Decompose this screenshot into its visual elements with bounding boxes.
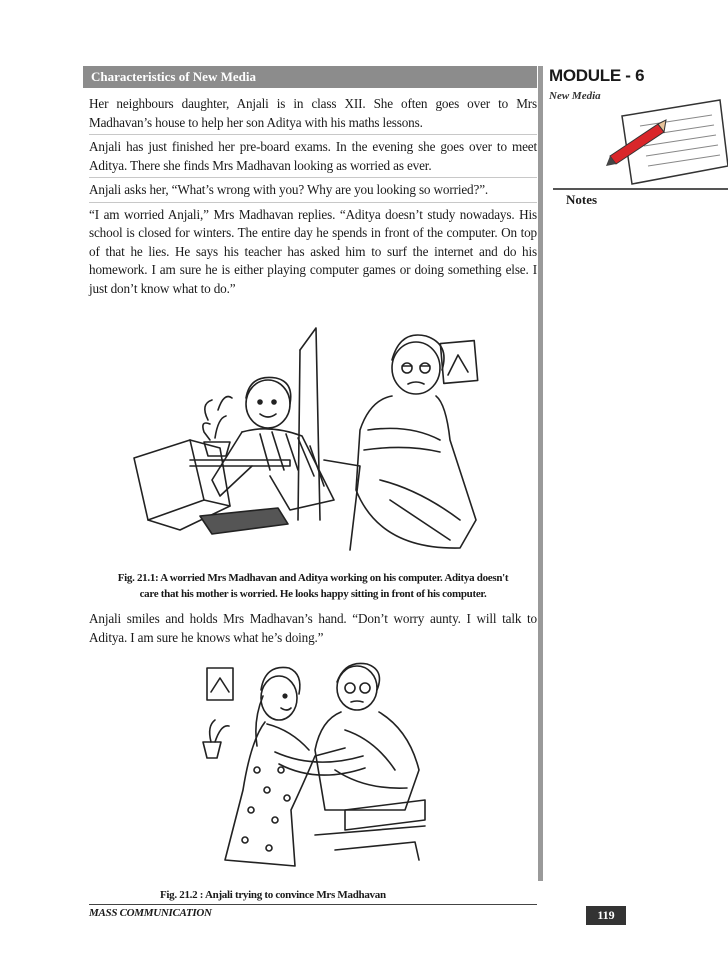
notes-divider xyxy=(553,188,728,190)
margin-bar xyxy=(538,66,543,881)
figure-2-caption-line1: Fig. 21.2 : Anjali trying to convince Mrs Madhavan xyxy=(160,889,386,901)
paragraph-5: Anjali smiles and holds Mrs Madhavan’s hand. “Don’t worry aunty. I will talk to Aditya. I am sure he knows what he’s doing.” xyxy=(89,611,537,645)
paragraph-4: “I am worried Anjali,” Mrs Madhavan replies. “Aditya doesn’t study nowadays. His school is closed for winters. The entire day he spends in front of the computer. On top of that he lies. He says his teacher has asked him to surf the internet and do his homework. I am sure he is either playing computer games or doing something else. I just don’t know what to do.” xyxy=(89,206,537,296)
section-header: Characteristics of New Media xyxy=(83,66,537,88)
figure-1-caption-line2: care that his mother is worried. He looks happy sitting in front of his computer. xyxy=(139,588,487,600)
notes-label: Notes xyxy=(566,192,598,207)
main-column xyxy=(89,66,537,298)
module-title: MODULE - 6 xyxy=(549,66,645,85)
module-subtitle: New Media xyxy=(549,90,601,102)
divider xyxy=(89,202,537,203)
figure-1-illustration xyxy=(120,320,480,565)
figure-1-caption-line1: Fig. 21.1: A worried Mrs Madhavan and Aditya working on his computer. Aditya doesn't xyxy=(117,572,509,584)
paragraph-1: Her neighbours daughter, Anjali is in class XII. She often goes over to Mrs Madhavan’s house to help her son Aditya with his maths lessons. xyxy=(89,96,537,130)
figure-2-illustration xyxy=(195,660,425,875)
paragraph-2: Anjali has just finished her pre-board exams. In the evening she goes over to meet Aditya. There she finds Mrs Madhavan looking as worried as ever. xyxy=(89,139,537,173)
divider xyxy=(89,134,537,135)
divider xyxy=(89,177,537,178)
page-number: 119 xyxy=(586,906,626,925)
notepad-pencil-icon xyxy=(600,96,728,188)
main-column-lower xyxy=(89,610,537,647)
figure-2-caption xyxy=(160,887,420,903)
figure-1-caption xyxy=(89,570,537,602)
paragraph-3: Anjali asks her, “What’s wrong with you? Why are you looking so worried?”. xyxy=(89,182,489,197)
footer-rule xyxy=(89,904,537,905)
footer-title: MASS COMMUNICATION xyxy=(89,907,212,919)
